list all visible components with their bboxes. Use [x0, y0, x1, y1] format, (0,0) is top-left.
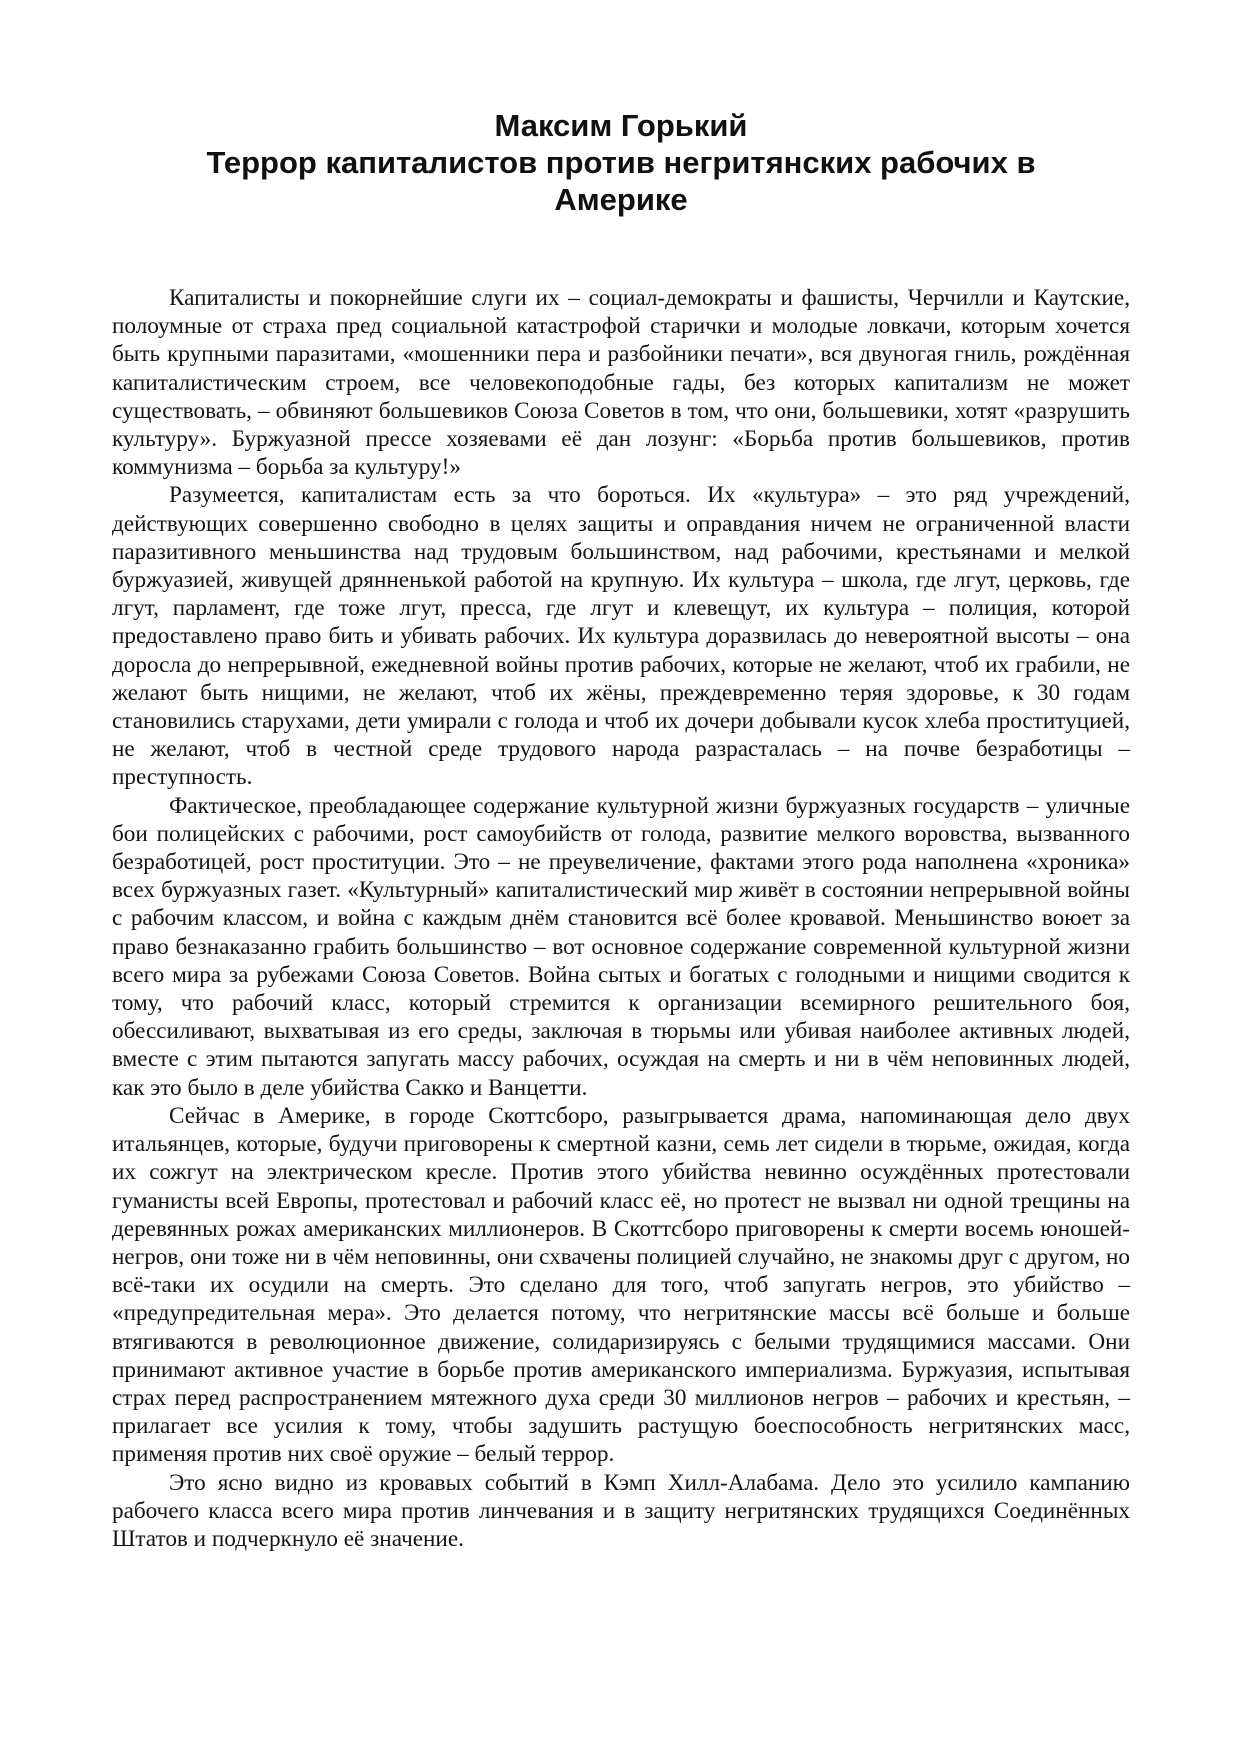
- paragraph-2: Разумеется, капиталистам есть за что бороться. Их «культура» – это ряд учреждений, действующих совершенно свободно в целях защиты и оправдания ничем не ограниченной власти паразитивного меньшинства над трудовым большинством, над рабочими, крестьянами и мелкой буржуазией, живущей дрянненькой работой на крупную. Их культура – школа, где лгут, церковь, где лгут, парламент, где тоже лгут, пресса, где лгут и клевещут, их культура – полиция, которой предоставлено право бить и убивать рабочих. Их культура доразвилась до невероятной высоты – она доросла до непрерывной, ежедневной войны против рабочих, которые не желают, чтоб их грабили, не желают быть нищими, не желают, чтоб их жёны, преждевременно теряя здоровье, к 30 годам становились старухами, дети умирали с голода и чтоб их дочери добывали кусок хлеба проституцией, не желают, чтоб в честной среде трудового народа разрасталась – на почве безработицы – преступность.: [112, 482, 1130, 791]
- document-header: [160, 107, 1082, 218]
- author-name: Максим Горький: [494, 108, 748, 143]
- paragraph-1: Капиталисты и покорнейшие слуги их – социал-демократы и фашисты, Черчилли и Каутские, полоумные от страха пред социальной катастрофой старички и молодые ловкачи, которым хочется быть крупными паразитами, «мошенники пера и разбойники печати», вся двуногая гниль, рождённая капиталистическим строем, все человекоподобные гады, без которых капитализм не может существовать, – обвиняют большевиков Союза Советов в том, что они, большевики, хотят «разрушить культуру». Буржуазной прессе хозяевами её дан лозунг: «Борьба против большевиков, против коммунизма – борьба за культуру!»: [112, 285, 1130, 481]
- paragraph-4: Сейчас в Америке, в городе Скоттсборо, разыгрывается драма, напоминающая дело двух итальянцев, которые, будучи приговорены к смертной казни, семь лет сидели в тюрьме, ожидая, когда их сожгут на электрическом кресле. Против этого убийства невинно осуждённых протестовали гуманисты всей Европы, протестовал и рабочий класс её, но протест не вызвал ни одной трещины на деревянных рожах американских миллионеров. В Скоттсборо приговорены к смерти восемь юношей-негров, они тоже ни в чём неповинны, они схвачены полицией случайно, не знакомы друг с другом, но всё-таки их осудили на смерть. Это сделано для того, чтоб запугать негров, это убийство – «предупредительная мера». Это делается потому, что негритянские массы всё больше и больше втягиваются в революционное движение, солидаризируясь с белыми трудящимися массами. Они принимают активное участие в борьбе против американского империализма. Буржуазия, испытывая страх перед распространением мятежного духа среди 30 миллионов негров – рабочих и крестьян, – прилагает все усилия к тому, чтобы задушить растущую боеспособность негритянских масс, применяя против них своё оружие – белый террор.: [112, 1102, 1130, 1468]
- paragraph-5: Это ясно видно из кровавых событий в Кэмп Хилл-Алабама. Дело это усилило кампанию рабочего класса всего мира против линчевания и в защиту негритянских трудящихся Соединённых Штатов и подчеркнуло её значение.: [112, 1469, 1130, 1552]
- paragraph-3: Фактическое, преобладающее содержание культурной жизни буржуазных государств – уличные бои полицейских с рабочими, рост самоубийств от голода, развитие мелкого воровства, вызванного безработицей, рост проституции. Это – не преувеличение, фактами этого рода наполнена «хроника» всех буржуазных газет. «Культурный» капиталистический мир живёт в состоянии непрерывной войны с рабочим классом, и война с каждым днём становится всё более кровавой. Меньшинство воюет за право безнаказанно грабить большинство – вот основное содержание современной культурной жизни всего мира за рубежами Союза Советов. Война сытых и богатых с голодными и нищими сводится к тому, что рабочий класс, который стремится к организации всемирного решительного боя, обессиливают, выхватывая из его среды, заключая в тюрьмы или убивая наиболее активных людей, вместе с этим пытаются запугать массу рабочих, осуждая на смерть и ни в чём неповинных людей, как это было в деле убийства Сакко и Ванцетти.: [112, 792, 1130, 1101]
- title-line-2: Америке: [554, 182, 688, 217]
- title-line-1: Террор капиталистов против негритянских рабочих в: [206, 145, 1036, 180]
- article-body: [112, 284, 1130, 1553]
